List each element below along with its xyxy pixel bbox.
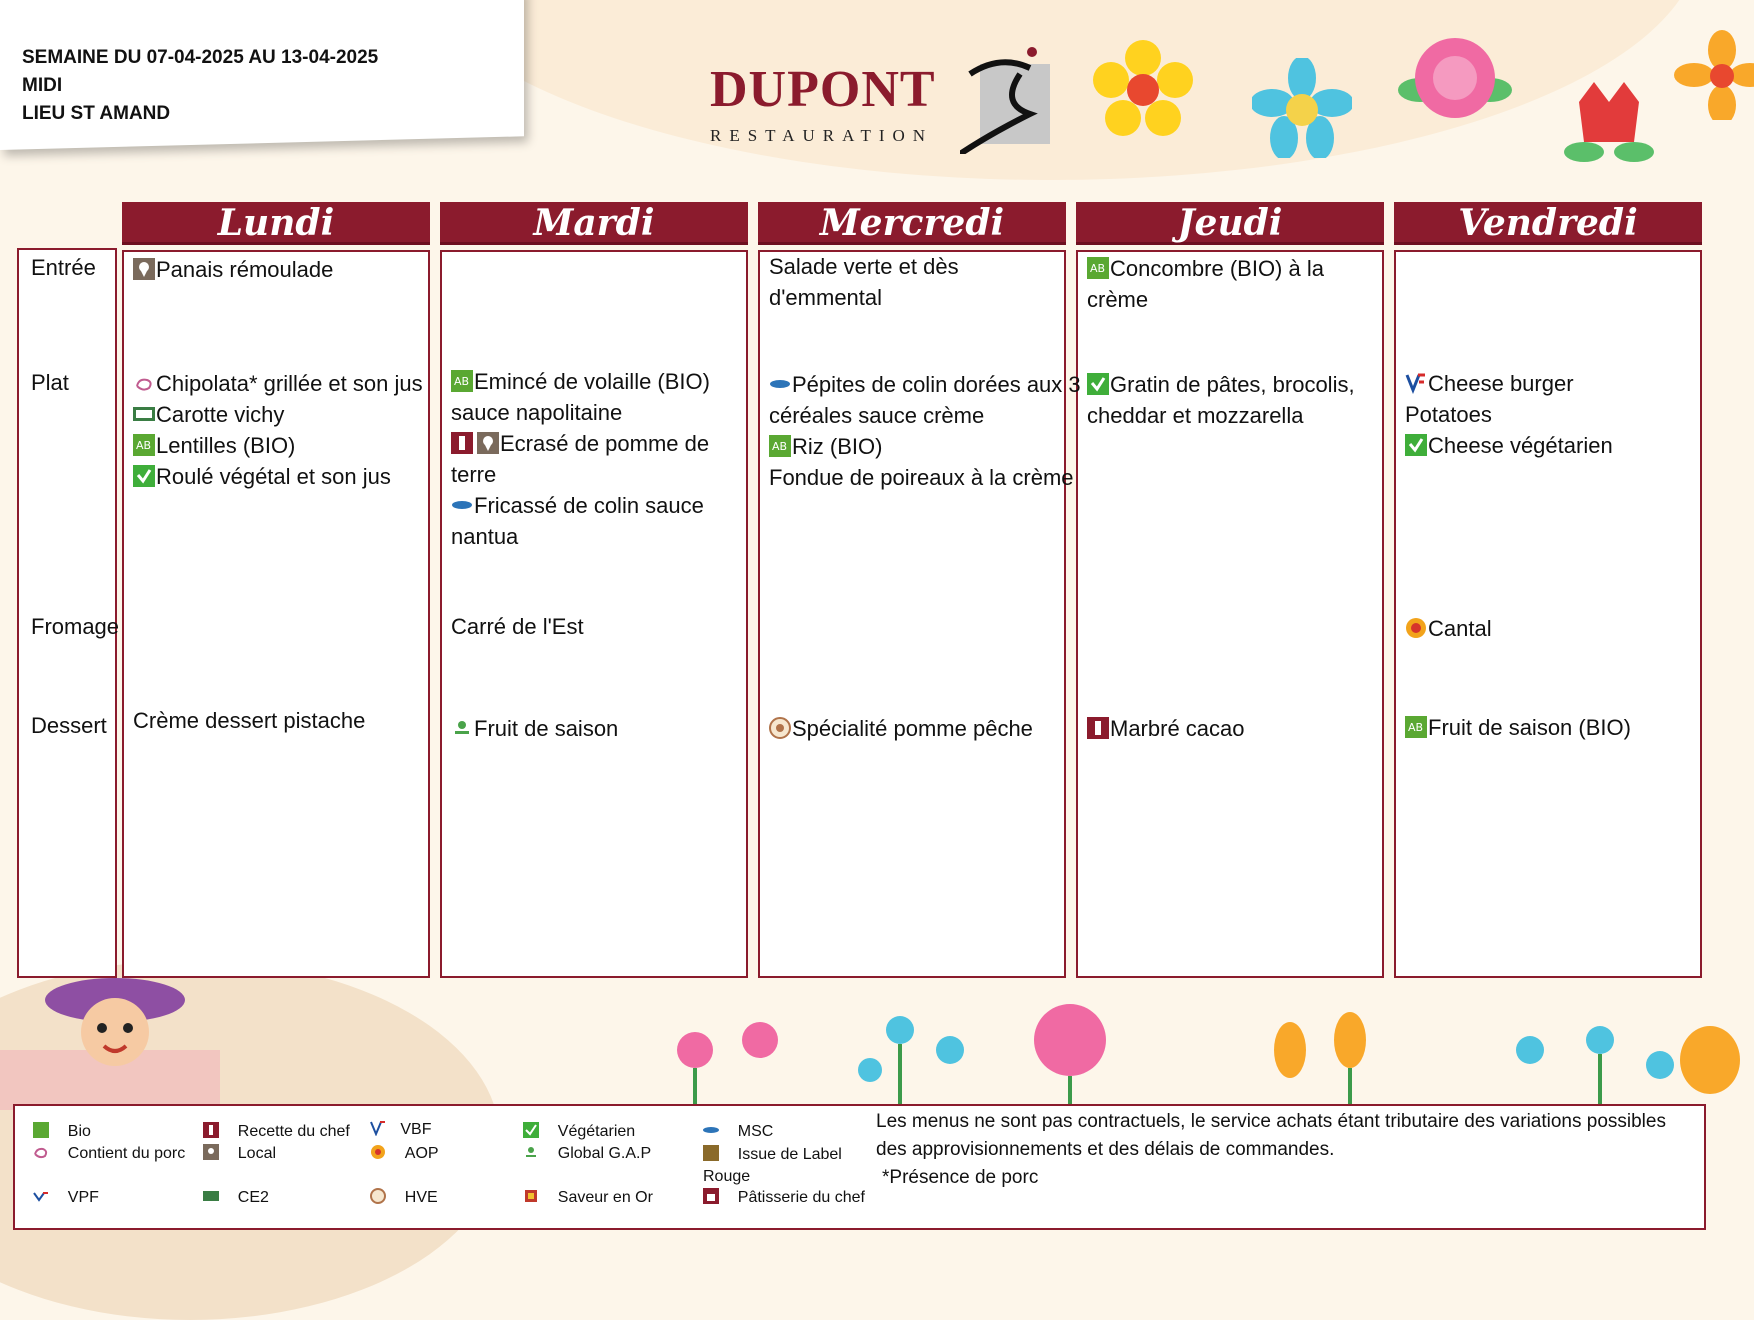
menu-item: Spécialité pomme pêche (769, 713, 1064, 744)
menu-item: Carotte vichy (133, 399, 443, 430)
bio-icon (33, 1122, 49, 1138)
menu-item: Fondue de poireaux à la crème (769, 465, 1074, 490)
vegetarian-icon (1087, 372, 1109, 394)
legend-item-vpf: VPF (33, 1188, 99, 1207)
legend-item-vegetarian: Végétarien (523, 1122, 635, 1141)
ce2-icon (133, 402, 155, 424)
menu-item: Gratin de pâtes, brocolis, cheddar et mozzarella (1087, 372, 1355, 428)
vbf-icon (370, 1120, 386, 1136)
menu-cell-jeudi-plat (1087, 369, 1382, 431)
flower-garden-decoration (650, 1000, 1754, 1110)
patisserie-icon (703, 1188, 719, 1204)
msc-icon (769, 372, 791, 394)
day-header-mardi: Mardi (440, 202, 748, 245)
dancer-logo-icon (960, 44, 1050, 154)
aop-icon (370, 1144, 386, 1160)
logo-sub: RESTAURATION (710, 126, 934, 145)
menu-item: Cantal (1405, 613, 1700, 644)
menu-item: AB Riz (BIO) (769, 431, 1084, 462)
pork-icon (133, 371, 155, 393)
day-column-lundi (122, 250, 430, 978)
header-text (22, 44, 378, 128)
legend-item-saveur: Saveur en Or (523, 1188, 653, 1207)
bio-icon (1087, 256, 1109, 278)
menu-cell-mardi-fromage (451, 611, 746, 642)
menu-cell-jeudi-entree (1087, 253, 1377, 315)
row-label-entree: Entrée (31, 255, 96, 280)
dupont-logo (706, 38, 1046, 158)
legend-item-aop: AOP (370, 1144, 439, 1163)
meal-period: MIDI (22, 75, 63, 96)
menu-cell-mercredi-dessert (769, 713, 1064, 744)
legend-item-pork: Contient du porc (33, 1144, 185, 1163)
legend-item-chef: Recette du chef (203, 1122, 350, 1141)
pork-note: *Présence de porc (882, 1167, 1039, 1188)
legend-item-globalgap: Global G.A.P (523, 1144, 651, 1163)
menu-cell-mardi-dessert (451, 713, 746, 744)
menu-cell-lundi-entree (133, 254, 433, 285)
legend-item-patisserie: Pâtisserie du chef (703, 1188, 865, 1207)
legend-item-label-rouge: Issue de Label Rouge (703, 1146, 842, 1185)
menu-item: Crème dessert pistache (133, 708, 366, 733)
vbf-icon (1405, 371, 1427, 393)
day-header-lundi: Lundi (122, 202, 430, 245)
menu-cell-lundi-dessert (133, 705, 433, 736)
bio-icon (451, 369, 473, 391)
legend-item-local: Local (203, 1144, 276, 1163)
vegetarian-icon (1405, 433, 1427, 455)
flower-pink-decoration (1395, 30, 1515, 130)
menu-item: Salade verte et dès d'emmental (769, 254, 959, 310)
menu-item: Marbré cacao (1087, 713, 1382, 744)
menu-item: AB Emincé de volaille (BIO) sauce napolitaine (451, 369, 710, 425)
legend-item-hve: HVE (370, 1188, 438, 1207)
chef-local-icon (451, 431, 499, 453)
globalgap-icon (523, 1144, 539, 1160)
pork-icon (33, 1144, 49, 1160)
flower-tulip-decoration (1564, 72, 1654, 172)
day-header-jeudi: Jeudi (1076, 202, 1384, 245)
hve-icon (769, 716, 791, 738)
disclaimer-text: Les menus ne sont pas contractuels, le service achats étant tributaire des variations possibles des approvisionnements et des délais de commandes. (876, 1111, 1666, 1160)
bio-icon (133, 433, 155, 455)
msc-icon (703, 1122, 719, 1138)
bio-icon (1405, 715, 1427, 737)
logo-name: DUPONT (710, 61, 936, 118)
legend-item-ce2: CE2 (203, 1188, 269, 1207)
menu-cell-vendredi-fromage (1405, 613, 1700, 644)
day-column-jeudi (1076, 250, 1384, 978)
menu-item: Potatoes (1405, 402, 1492, 427)
menu-item: Fricassé de colin sauce nantua (451, 493, 704, 549)
girl-illustration (0, 970, 220, 1110)
legend-item-msc: MSC (703, 1122, 773, 1141)
menu-item: Fruit de saison (451, 713, 746, 744)
menu-item: Chipolata* grillée et son jus (133, 368, 443, 399)
row-label-fromage: Fromage (31, 614, 120, 639)
menu-item: Cheese burger (1405, 368, 1700, 399)
menu-item: AB Concombre (BIO) à la crème (1087, 256, 1324, 312)
saveur-icon (523, 1188, 539, 1204)
location: LIEU ST AMAND (22, 103, 171, 124)
bio-icon (769, 434, 791, 456)
menu-cell-mercredi-entree (769, 251, 1059, 313)
menu-item: Roulé végétal et son jus (133, 461, 443, 492)
chef-icon (1087, 716, 1109, 738)
legend-item-vbf: VBF (370, 1120, 431, 1139)
row-label-plat: Plat (31, 370, 69, 395)
aop-icon (1405, 616, 1427, 638)
vegetarian-icon (523, 1122, 539, 1138)
svg-text:AB: AB (454, 375, 470, 388)
svg-text:AB: AB (136, 439, 152, 452)
local-icon (203, 1144, 219, 1160)
menu-cell-mardi-plat (451, 366, 746, 552)
local-icon (133, 257, 155, 279)
menu-cell-mercredi-plat (769, 369, 1084, 493)
chef-icon (203, 1122, 219, 1138)
flower-blue-decoration (1252, 58, 1352, 158)
svg-text:AB: AB (1090, 262, 1106, 275)
day-column-mercredi (758, 250, 1066, 978)
disclaimer (876, 1108, 1696, 1192)
ce2-icon (203, 1188, 219, 1204)
day-header-mercredi: Mercredi (758, 202, 1066, 245)
vegetarian-icon (133, 464, 155, 486)
row-label-column (17, 248, 120, 978)
flower-yellow-decoration (1093, 40, 1193, 140)
flower-orange-decoration (1672, 30, 1754, 120)
menu-item: Pépites de colin dorées aux 3 céréales sauce crème (769, 372, 1081, 428)
menu-cell-lundi-plat (133, 368, 443, 492)
globalgap-icon (451, 716, 473, 738)
week-title: SEMAINE DU 07-04-2025 AU 13-04-2025 (22, 47, 379, 68)
menu-item: Cheese végétarien (1405, 430, 1700, 461)
row-label-dessert: Dessert (31, 713, 107, 738)
msc-icon (451, 493, 473, 515)
svg-text:AB: AB (1408, 721, 1424, 734)
label-rouge-icon (703, 1145, 719, 1161)
hve-icon (370, 1188, 386, 1204)
menu-item: AB Fruit de saison (BIO) (1405, 712, 1700, 743)
menu-cell-vendredi-plat (1405, 368, 1700, 461)
menu-item: Panais rémoulade (133, 254, 433, 285)
menu-cell-jeudi-dessert (1087, 713, 1382, 744)
menu-item: Carré de l'Est (451, 614, 584, 639)
vpf-icon (33, 1188, 49, 1204)
menu-item: AB Lentilles (BIO) (133, 430, 443, 461)
svg-text:AB: AB (772, 440, 788, 453)
menu-cell-vendredi-dessert (1405, 712, 1700, 743)
menu-item: Ecrasé de pomme de terre (451, 431, 710, 487)
legend-item-bio: Bio (33, 1122, 91, 1141)
day-header-vendredi: Vendredi (1394, 202, 1702, 245)
